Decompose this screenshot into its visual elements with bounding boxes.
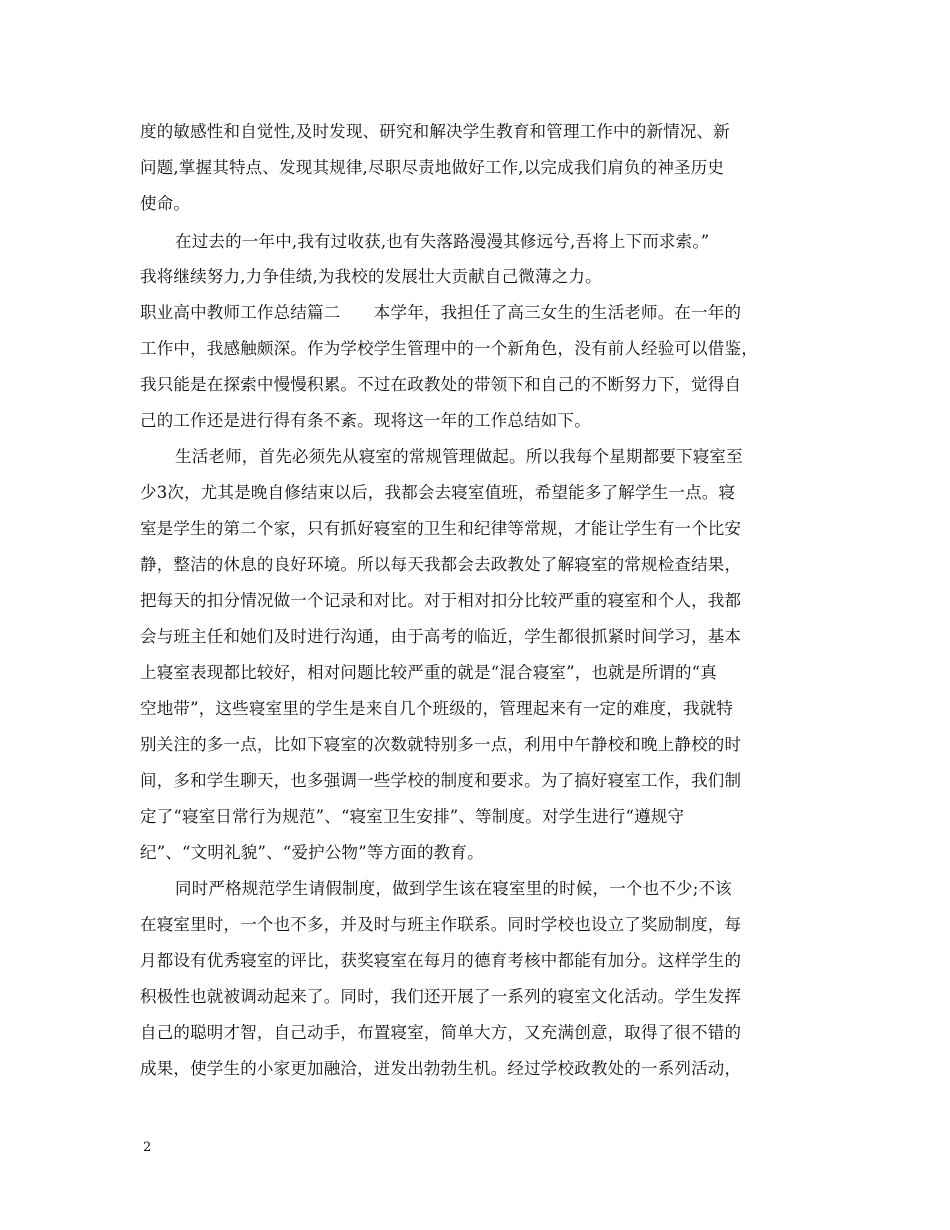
text-line: 间，多和学生聊天，也多强调一些学校的制度和要求。为了搞好寝室工作，我们制	[140, 771, 742, 790]
text-line: 积极性也就被调动起来了。同时，我们还开展了一系列的寝室文化活动。学生发挥	[140, 987, 742, 1006]
text-line: 问题,掌握其特点、发现其规律,尽职尽责地做好工作,以完成我们肩负的神圣历史	[140, 158, 725, 177]
text-line: 己的工作还是进行得有条不紊。现将这一年的工作总结如下。	[140, 411, 591, 430]
paragraph-first-line: 同时严格规范学生请假制度，做到学生该在寝室里的时候，一个也不少;不该	[175, 879, 732, 898]
text-line: 使命。	[140, 194, 191, 213]
text-line: 上寝室表现都比较好，相对问题比较严重的就是“混合寝室”，也就是所谓的“真	[140, 663, 718, 682]
paragraph-first-line: 生活老师，首先必须先从寝室的常规管理做起。所以我每个星期都要下寝室至	[175, 447, 743, 466]
text-line: 把每天的扣分情况做一个记录和对比。对于相对扣分比较严重的寝室和个人，我都	[140, 591, 742, 610]
text-line: 纪”、“文明礼貌”、“爱护公物”等方面的教育。	[140, 843, 484, 862]
text-line: 成果，使学生的小家更加融洽，迸发出勃勃生机。经过学校政教处的一系列活动，	[140, 1059, 742, 1078]
section-heading-line: 职业高中教师工作总结篇二 本学年，我担任了高三女生的生活老师。在一年的	[140, 303, 742, 322]
text-line: 会与班主任和她们及时进行沟通，由于高考的临近，学生都很抓紧时间学习，基本	[140, 627, 742, 646]
text-line: 工作中，我感触颇深。作为学校学生管理中的一个新角色，没有前人经验可以借鉴，	[140, 339, 758, 358]
text-line: 静，整洁的休息的良好环境。所以每天我都会去政教处了解寝室的常规检查结果，	[140, 555, 742, 574]
text-line: 室是学生的第二个家，只有抓好寝室的卫生和纪律等常规，才能让学生有一个比安	[140, 519, 742, 538]
text-line: 少3次，尤其是晚自修结束以后，我都会去寝室值班，希望能多了解学生一点。寝	[140, 483, 736, 502]
page-number: 2	[143, 1140, 152, 1155]
text-line: 我将继续努力,力争佳绩,为我校的发展壮大贡献自己微薄之力。	[140, 267, 602, 286]
text-line: 在寝室里时，一个也不多，并及时与班主作联系。同时学校也设立了奖励制度，每	[140, 915, 742, 934]
text-line: 我只能是在探索中慢慢积累。不过在政教处的带领下和自己的不断努力下，觉得自	[140, 375, 742, 394]
text-line: 空地带”，这些寝室里的学生是来自几个班级的，管理起来有一定的难度，我就特	[140, 699, 734, 718]
paragraph-first-line: 在过去的一年中,我有过收获,也有失落路漫漫其修远兮,吾将上下而求索。”	[175, 232, 710, 251]
text-line: 自己的聪明才智，自己动手，布置寝室，简单大方，又充满创意，取得了很不错的	[140, 1023, 742, 1042]
text-line: 别关注的多一点，比如下寝室的次数就特别多一点，利用中午静校和晚上静校的时	[140, 735, 742, 754]
text-line: 度的敏感性和自觉性,及时发现、研究和解决学生教育和管理工作中的新情况、新	[140, 122, 730, 141]
text-line: 定了“寝室日常行为规范”、“寝室卫生安排”、等制度。对学生进行“遵规守	[140, 807, 685, 826]
text-line: 月都设有优秀寝室的评比，获奖寝室在每月的德育考核中都能有加分。这样学生的	[140, 951, 742, 970]
